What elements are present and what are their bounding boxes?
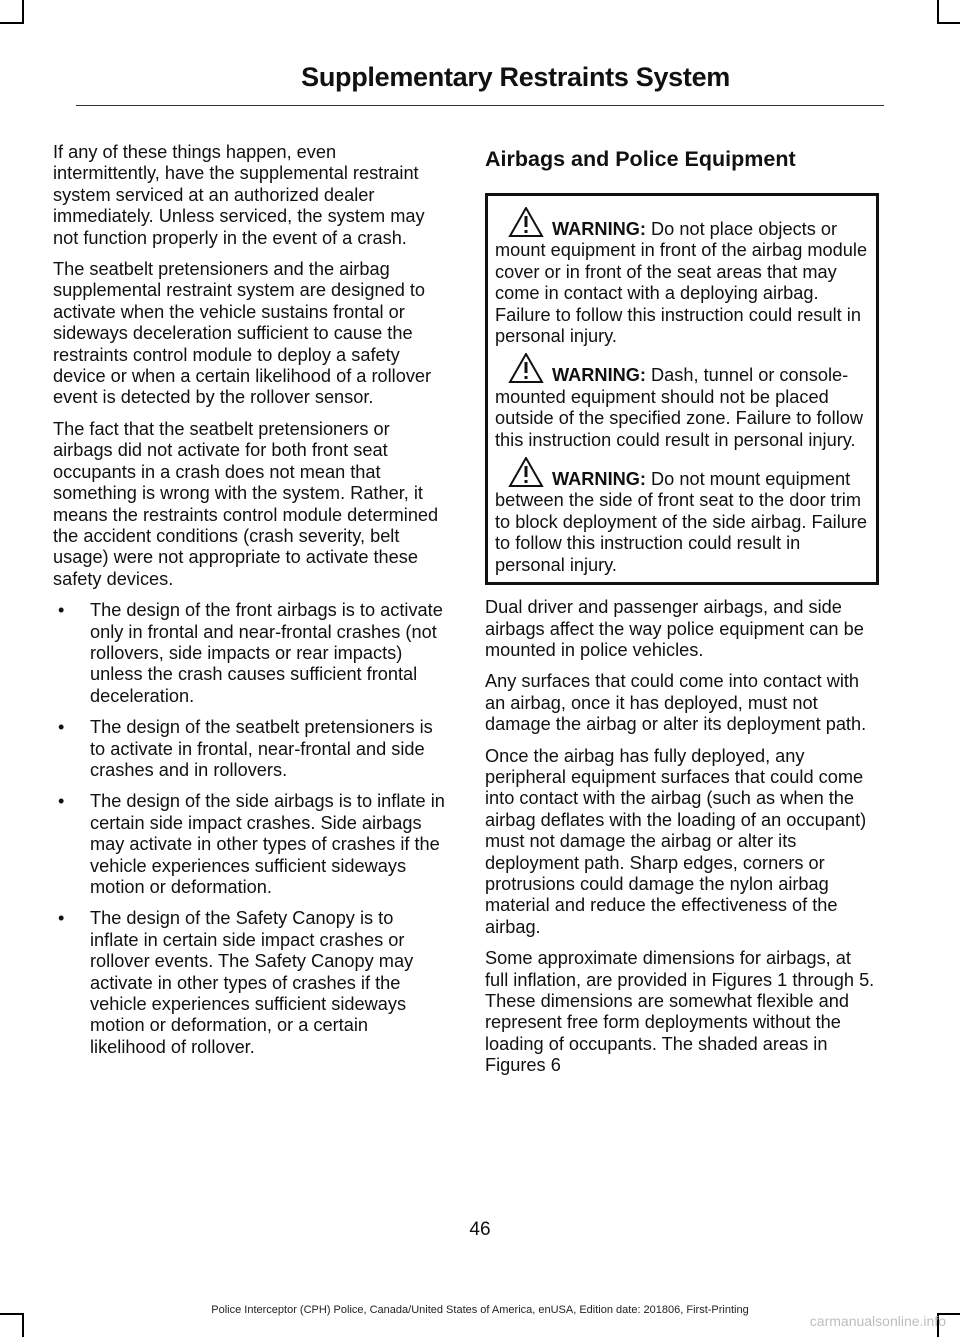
bullet-text: The design of the front airbags is to activate only in frontal and near-frontal crashes (not rollovers, side impacts or rear impacts) unless the crash causes sufficient frontal deceleration. xyxy=(90,600,443,706)
bullet-text: The design of the seatbelt pretensioners is to activate in frontal, near-frontal and side crashes and in rollovers. xyxy=(90,717,433,780)
body-paragraph: Once the airbag has fully deployed, any peripheral equipment surfaces that could come into contact with the airbag (such as when the airbag deflates with the loading of an occupant) must not damage the airbag or alter its deployment path. Sharp edges, corners or protrusions could damage the nylon airbag material and reduce the effectiveness of the airbag. xyxy=(485,745,867,937)
warning-triangle-icon xyxy=(506,207,546,237)
body-paragraph: Any surfaces that could come into contact with an airbag, once it has deployed, must not damage the airbag or alter its deployment path. xyxy=(485,671,867,735)
bullet-text: The design of the Safety Canopy is to inflate in certain side impact crashes or rollover events. The Safety Canopy may activate in other types of crashes if the vehicle experiences sufficient sideways motion or deformation, or a certain likelihood of rollover. xyxy=(90,908,414,1057)
warning-label: WARNING: xyxy=(552,219,646,239)
watermark: carmanualsonline.info xyxy=(809,1313,946,1329)
page-number: 46 xyxy=(469,1219,491,1240)
bullet-symbol: • xyxy=(58,791,65,812)
warning-item xyxy=(495,469,869,576)
crop-mark xyxy=(937,0,939,22)
warning-text xyxy=(495,365,869,451)
left-column xyxy=(53,142,446,1068)
crop-mark xyxy=(22,1313,24,1337)
section-heading: Airbags and Police Equipment xyxy=(485,147,796,171)
warning-text xyxy=(495,469,869,576)
bullet-symbol: • xyxy=(58,908,65,929)
bullet-item xyxy=(53,717,446,781)
page-title: Supplementary Restraints System xyxy=(301,62,730,92)
header-divider xyxy=(76,105,884,106)
bullet-item xyxy=(53,908,446,1058)
warning-item xyxy=(495,219,869,347)
warning-label: WARNING: xyxy=(552,469,646,490)
bullet-text: The design of the side airbags is to inflate in certain side impact crashes. Side airbags may activate in other types of crashes if the vehicle experiences sufficient sideways motion or deformation. xyxy=(90,791,445,897)
crop-mark xyxy=(0,22,24,24)
bullet-list xyxy=(53,600,446,1058)
body-paragraph: The fact that the seatbelt pretensioners or airbags did not activate for both front seat occupants in a crash does not mean that something is wrong with the system. Rather, it means the restraints control module determined the accident conditions (crash severity, belt usage) were not appropriate to activate these safety devices. xyxy=(53,418,439,589)
warning-box xyxy=(485,193,879,585)
bullet-symbol: • xyxy=(58,600,65,621)
bullet-item xyxy=(53,600,446,707)
warning-body: Dash, tunnel or console-mounted equipment should not be placed outside of the specified zone. Failure to follow this instruction could result in personal injury. xyxy=(495,365,864,450)
body-paragraph: If any of these things happen, even intermittently, have the supplemental restraint system serviced at an authorized dealer immediately. Unless serviced, the system may not function properly in the event of a crash. xyxy=(53,142,425,248)
bullet-item xyxy=(53,791,446,898)
crop-mark xyxy=(22,0,24,22)
crop-mark xyxy=(937,22,960,24)
bullet-symbol: • xyxy=(58,717,65,738)
body-paragraph: Dual driver and passenger airbags, and side airbags affect the way police equipment can be mounted in police vehicles. xyxy=(485,597,864,660)
warning-item xyxy=(495,365,869,451)
warning-triangle-icon xyxy=(506,353,546,383)
right-column xyxy=(485,142,879,1087)
body-paragraph: Some approximate dimensions for airbags, at full inflation, are provided in Figures 1 through 5. These dimensions are somewhat flexible and represent free form deployments without the loading of occupants. The shaded areas in Figures 6 xyxy=(485,948,875,1076)
body-paragraph: The seatbelt pretensioners and the airbag supplemental restraint system are designed to activate when the vehicle sustains frontal or sideways deceleration sufficient to cause the restraints control module to deploy a safety device or when a certain likelihood of a rollover event is detected by the rollover sensor. xyxy=(53,259,432,408)
warning-body: Do not place objects or mount equipment in front of the airbag module cover or in front of the seat areas that may come in contact with a deploying airbag. Failure to follow this instruction could result in personal injury. xyxy=(495,219,868,347)
warning-text xyxy=(495,219,869,347)
warning-triangle-icon xyxy=(506,457,546,487)
footer-edition-info: Police Interceptor (CPH) Police, Canada/United States of America, enUSA, Edition date: 201806, First-Printing xyxy=(211,1304,749,1316)
warning-label: WARNING: xyxy=(552,365,646,386)
warning-body: Do not mount equipment between the side of front seat to the door trim to block deployment of the side airbag. Failure to follow this instruction could result in personal injury. xyxy=(495,469,868,575)
